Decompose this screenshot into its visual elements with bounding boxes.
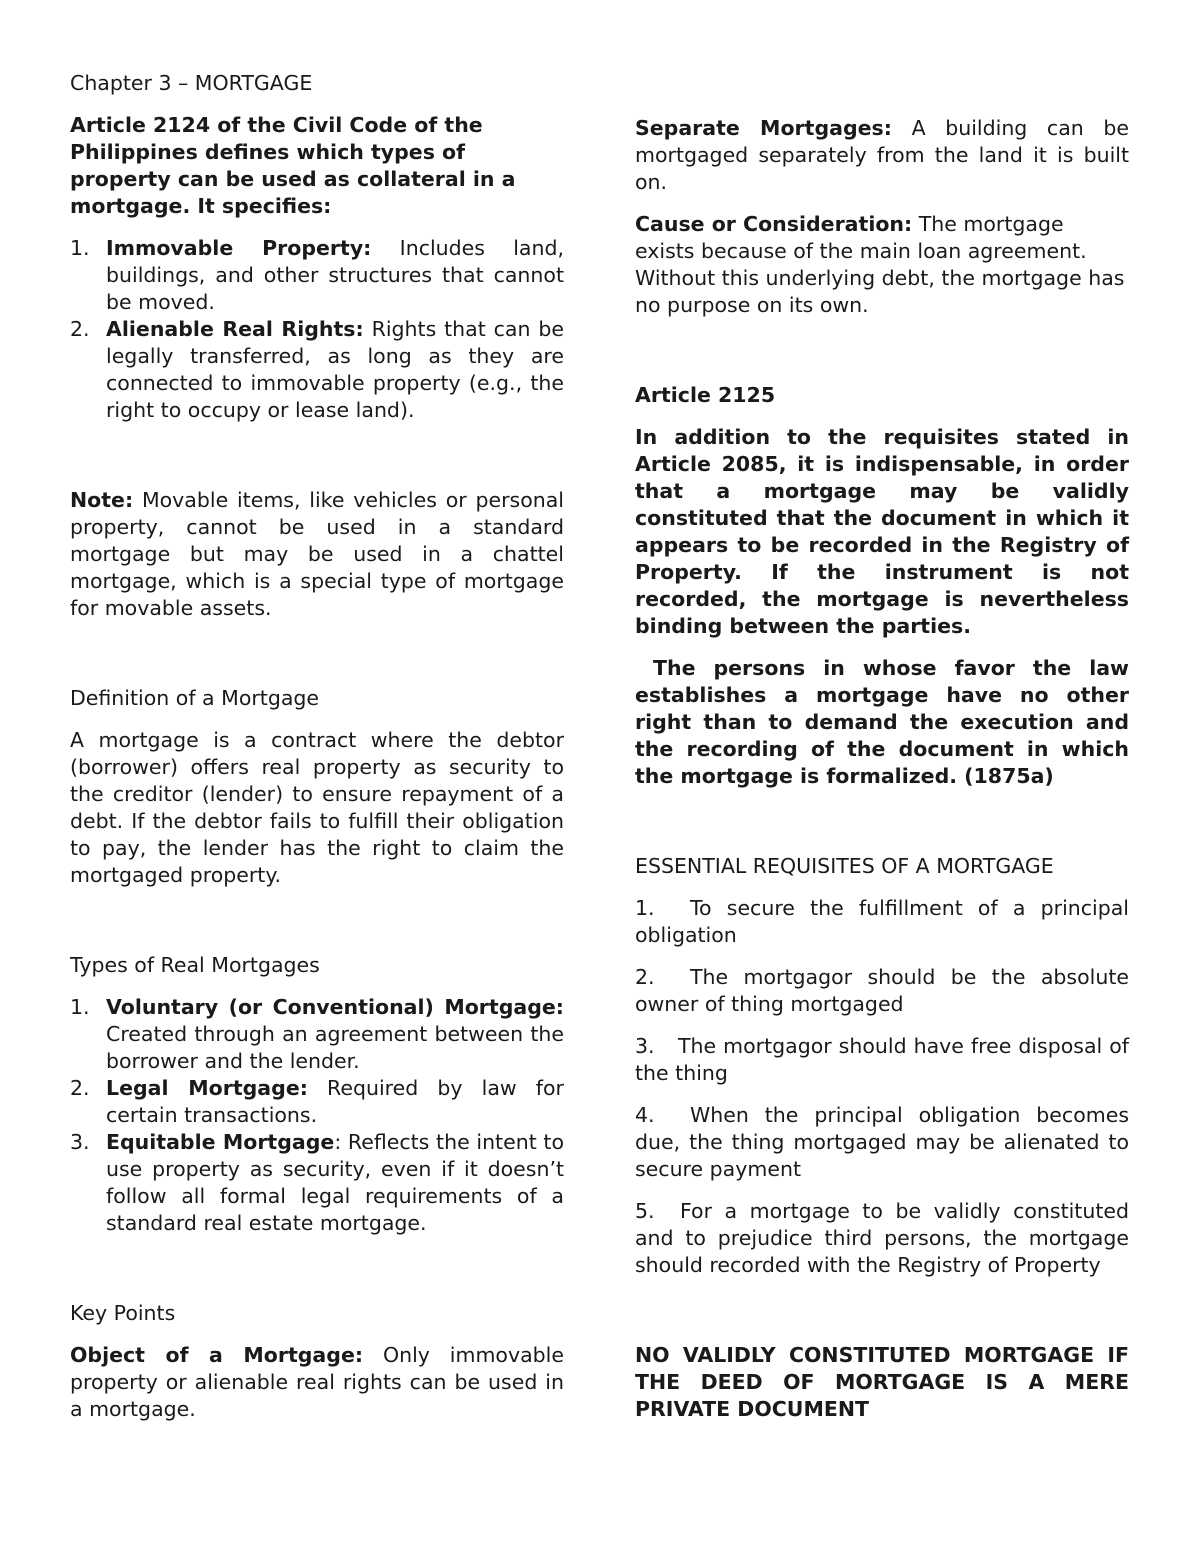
- essentials-heading: ESSENTIAL REQUISITES OF A MORTGAGE: [635, 854, 1054, 878]
- list-item-term: Legal Mortgage:: [106, 1076, 308, 1100]
- definition-text: A mortgage is a contract where the debtor (borrower) offers real property as security to the creditor (lender) to ensure repayment of a debt. If the debtor fails to fulfill their obligation to pay, the lender has the right to claim the mortgaged property.: [70, 728, 564, 887]
- article-2125-para1: In addition to the requisites stated in Article 2085, it is indispensable, in order that a mortgage may be validly constituted that the document in which it appears to be recorded in the Registry of Property. If the instrument is not recorded, the mortgage is nevertheless binding between the parties.: [635, 425, 1129, 638]
- left-column: [70, 70, 564, 1438]
- list-item: 2. Legal Mortgage: Required by law for certain transactions.: [70, 1076, 564, 1127]
- list-item: 3. The mortgagor should have free disposal of the thing: [635, 1034, 1129, 1085]
- list-item: 1. Voluntary (or Conventional) Mortgage: Created through an agreement between the borrower and the lender.: [70, 995, 564, 1073]
- note-label: Note:: [70, 488, 134, 512]
- article-2125-para2: The persons in whose favor the law establishes a mortgage have no other right than to demand the execution and the recording of the document in which the mortgage is formalized. (1875a): [635, 656, 1137, 788]
- list-item-text: : Reflects the intent to use property as security, even if it doesn’t follow all formal legal requirements of a standard real estate mortgage.: [106, 1130, 565, 1235]
- note-text: Movable items, like vehicles or personal property, cannot be used in a standard mortgage but may be used in a chattel mortgage, which is a special type of mortgage for movable assets.: [70, 488, 564, 620]
- key-points-heading: Key Points: [70, 1301, 176, 1325]
- list-item: 2. The mortgagor should be the absolute owner of thing mortgaged: [635, 965, 1129, 1016]
- separate-label: Separate Mortgages:: [635, 116, 892, 140]
- separate-paragraph: [635, 115, 1129, 196]
- types-heading: Types of Real Mortgages: [70, 953, 320, 977]
- object-label: Object of a Mortgage:: [70, 1343, 364, 1367]
- mortgage-types-list: [70, 994, 564, 1237]
- list-item: 4. When the principal obligation becomes due, the thing mortgaged may be alienated to secure payment: [635, 1103, 1129, 1181]
- list-item: 5. For a mortgage to be validly constituted and to prejudice third persons, the mortgage should recorded with the Registry of Property: [635, 1199, 1129, 1277]
- cause-label: Cause or Consideration:: [635, 212, 913, 236]
- right-column: [635, 115, 1137, 1423]
- list-item-term: Immovable Property:: [106, 236, 372, 260]
- article-2125-heading: Article 2125: [635, 383, 776, 407]
- article-2124-intro: Article 2124 of the Civil Code of the Philippines defines which types of property can be used as collateral in a mortgage. It specifies:: [70, 113, 516, 218]
- list-item-text: Created through an agreement between the borrower and the lender.: [106, 1022, 564, 1073]
- list-item: 3. Equitable Mortgage: Reflects the intent to use property as security, even if it doesn’t follow all formal legal requirements of a standard real estate mortgage.: [70, 1130, 565, 1235]
- note-paragraph: [70, 487, 564, 622]
- cause-paragraph: [635, 211, 1129, 319]
- definition-heading: Definition of a Mortgage: [70, 686, 320, 710]
- property-types-list: [70, 235, 564, 424]
- list-item-text: Includes land, buildings, and other structures that cannot be moved.: [106, 236, 564, 314]
- list-item-term: Equitable Mortgage: [106, 1130, 335, 1154]
- list-item: 2. Alienable Real Rights: Rights that can be legally transferred, as long as they are connected to immovable property (e.g., the right to occupy or lease land).: [70, 317, 564, 422]
- separate-text: A building can be mortgaged separately from the land it is built on.: [635, 116, 1130, 194]
- object-text: Only immovable property or alienable real rights can be used in a mortgage.: [70, 1343, 564, 1421]
- chapter-title: Chapter 3 – MORTGAGE: [70, 71, 313, 95]
- list-item-term: Alienable Real Rights:: [106, 317, 364, 341]
- object-paragraph: [70, 1342, 564, 1423]
- list-item-text: Required by law for certain transactions.: [106, 1076, 564, 1127]
- list-item-text: Rights that can be legally transferred, as long as they are connected to immovable property (e.g., the right to occupy or lease land).: [106, 317, 564, 422]
- list-item: 1. Immovable Property: Includes land, buildings, and other structures that cannot be moved.: [70, 236, 564, 314]
- list-item-term: Voluntary (or Conventional) Mortgage:: [106, 995, 564, 1019]
- closing-heading: NO VALIDLY CONSTITUTED MORTGAGE IF THE DEED OF MORTGAGE IS A MERE PRIVATE DOCUMENT: [635, 1343, 1129, 1421]
- cause-text: The mortgage exists because of the main loan agreement. Without this underlying debt, the mortgage has no purpose on its own.: [635, 212, 1125, 317]
- list-item: 1. To secure the fulfillment of a principal obligation: [635, 896, 1129, 947]
